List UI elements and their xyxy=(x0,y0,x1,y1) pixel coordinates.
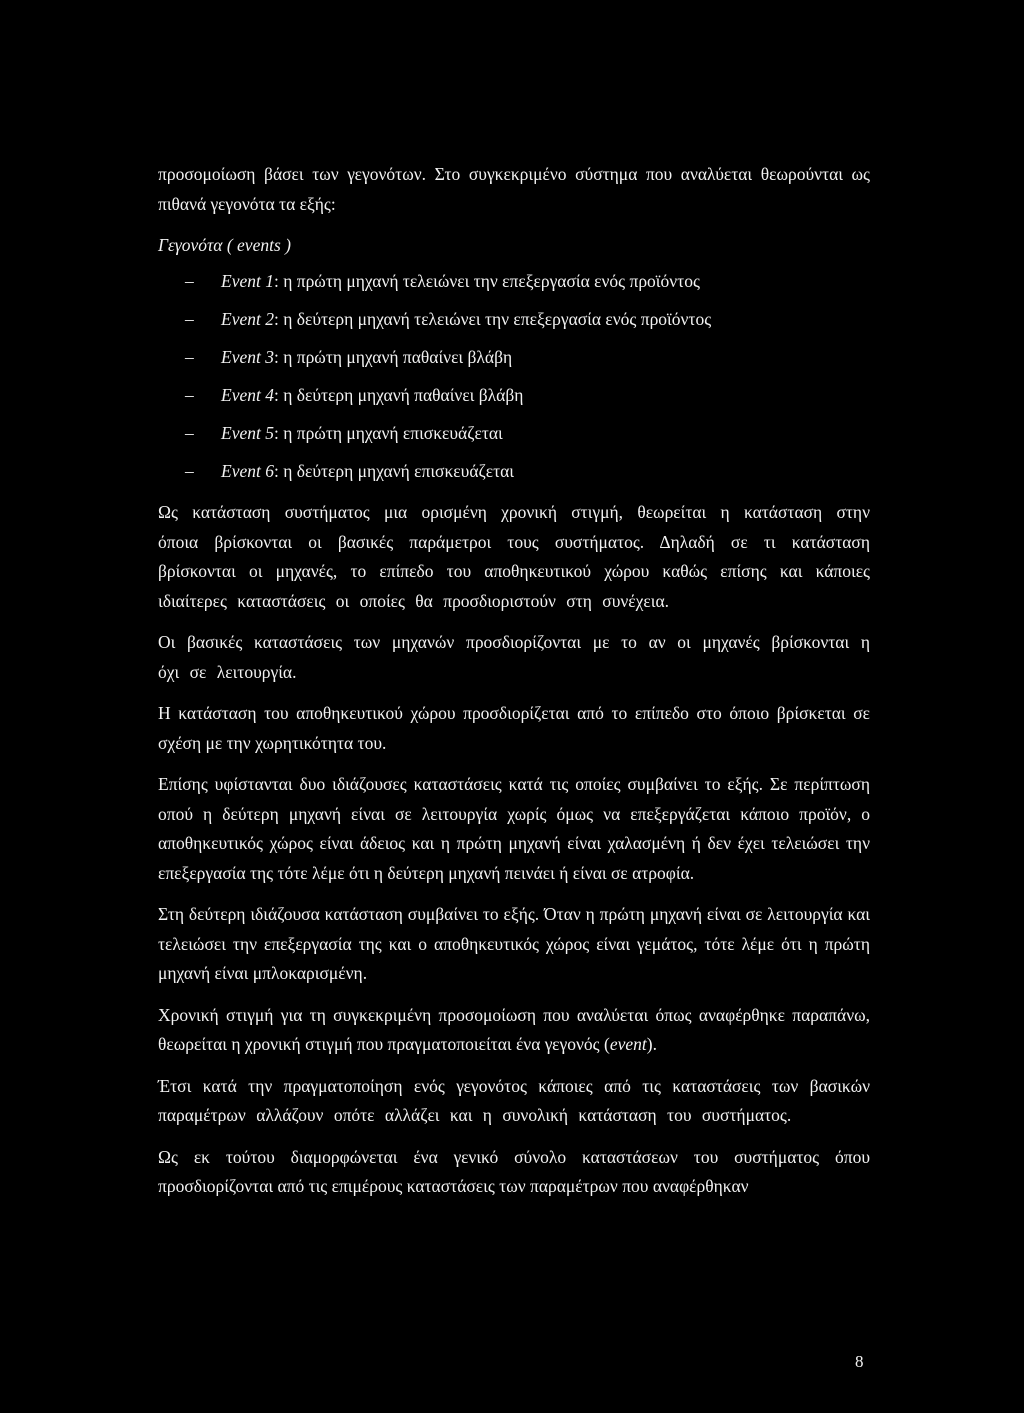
closing-paragraph: Ως εκ τούτου διαμορφώνεται ένα γενικό σύνολο καταστάσεων του συστήματος όπου προσδιορίζονται από τις επιμέρους καταστάσεις των παραμέτρων που αναφέρθηκαν xyxy=(158,1146,870,1196)
time-text-before: Χρονική στιγμή για τη συγκεκριμένη προσομοίωση που αναλύεται όπως αναφέρθηκε παραπάνω, θεωρείται η χρονική στιγμή που πραγματοποιείται ένα γεγονός ( xyxy=(158,1004,870,1054)
page-number: 8 xyxy=(855,1352,864,1371)
event-label: Event 1 xyxy=(221,271,274,291)
storage-state-paragraph: Η κατάσταση του αποθηκευτικού χώρου προσδιορίζεται από το επίπεδο στο όποιο βρίσκεται σε σχέση με την χωρητικότητα του. xyxy=(158,703,870,753)
event-label: Event 6 xyxy=(221,461,274,481)
list-item xyxy=(158,422,870,444)
state-change-paragraph: Έτσι κατά την πραγματοποίηση ενός γεγονότος κάποιες από τις καταστάσεις των βασικών παραμέτρων αλλάζουν οπότε αλλάζει και η συνολική κατάσταση του συστήματος. xyxy=(158,1075,870,1125)
events-list xyxy=(158,270,870,482)
event-text: : η δεύτερη μηχανή επισκευάζεται xyxy=(273,461,514,481)
event-label: Event 3 xyxy=(221,347,274,367)
list-item xyxy=(158,384,870,406)
list-item xyxy=(158,308,870,330)
time-text-after: ). xyxy=(646,1034,657,1054)
events-heading: Γεγονότα ( events ) xyxy=(158,235,291,255)
system-state-paragraph: Ως κατάσταση συστήματος μια ορισμένη χρονική στιγμή, θεωρείται η κατάσταση στην όποια βρίσκονται οι βασικές παράμετροι τους συστήματος. Δηλαδή σε τι κατάσταση βρίσκονται οι μηχανές, το επίπεδο του αποθηκευτικού χώρου καθώς επίσης και κάποιες ιδιαίτερες καταστάσεις οι οποίες θα προσδιοριστούν στη συνέχεια. xyxy=(158,502,870,611)
list-dash: – xyxy=(185,423,194,443)
event-text: : η πρώτη μηχανή επισκευάζεται xyxy=(273,423,503,443)
list-dash: – xyxy=(185,271,194,291)
event-text: : η πρώτη μηχανή παθαίνει βλάβη xyxy=(273,347,513,367)
event-label: Event 4 xyxy=(221,385,274,405)
event-text: : η δεύτερη μηχανή παθαίνει βλάβη xyxy=(273,385,524,405)
event-label: Event 5 xyxy=(221,423,274,443)
list-item xyxy=(158,460,870,482)
list-dash: – xyxy=(185,461,194,481)
time-instant-paragraph xyxy=(158,1001,870,1060)
list-dash: – xyxy=(185,385,194,405)
special-states-paragraph: Επίσης υφίστανται δυο ιδιάζουσες καταστάσεις κατά τις οποίες συμβαίνει το εξής. Σε περίπτωση οπού η δεύτερη μηχανή είναι σε λειτουργία χωρίς όμως να επεξεργάζεται κάποιο προϊόν, ο αποθηκευτικός χώρος είναι άδειος και η πρώτη μηχανή είναι χαλασμένη ή δεν έχει τελειώσει την επεξεργασία της τότε λέμε ότι η δεύτερη μηχανή πεινάει ή είναι σε ατροφία. xyxy=(158,774,870,883)
event-text: : η δεύτερη μηχανή τελειώνει την επεξεργασία ενός προϊόντος xyxy=(273,309,712,329)
list-item xyxy=(158,346,870,368)
time-text-italic: event xyxy=(609,1034,647,1054)
intro-paragraph: προσομοίωση βάσει των γεγονότων. Στο συγκεκριμένο σύστημα που αναλύεται θεωρούνται ως πιθανά γεγονότα τα εξής: xyxy=(158,164,870,214)
list-item xyxy=(158,270,870,292)
event-label: Event 2 xyxy=(221,309,274,329)
list-dash: – xyxy=(185,309,194,329)
second-special-state-paragraph: Στη δεύτερη ιδιάζουσα κατάσταση συμβαίνει το εξής. Όταν η πρώτη μηχανή είναι σε λειτουργία και τελειώσει την επεξεργασία της και ο αποθηκευτικός χώρος είναι γεμάτος, τότε λέμε ότι η πρώτη μηχανή είναι μπλοκαρισμένη. xyxy=(158,904,870,983)
machine-states-paragraph: Οι βασικές καταστάσεις των μηχανών προσδιορίζονται με το αν οι μηχανές βρίσκονται η όχι σε λειτουργία. xyxy=(158,632,870,682)
event-text: : η πρώτη μηχανή τελειώνει την επεξεργασία ενός προϊόντος xyxy=(273,271,700,291)
list-dash: – xyxy=(185,347,194,367)
document-page xyxy=(158,160,870,1202)
